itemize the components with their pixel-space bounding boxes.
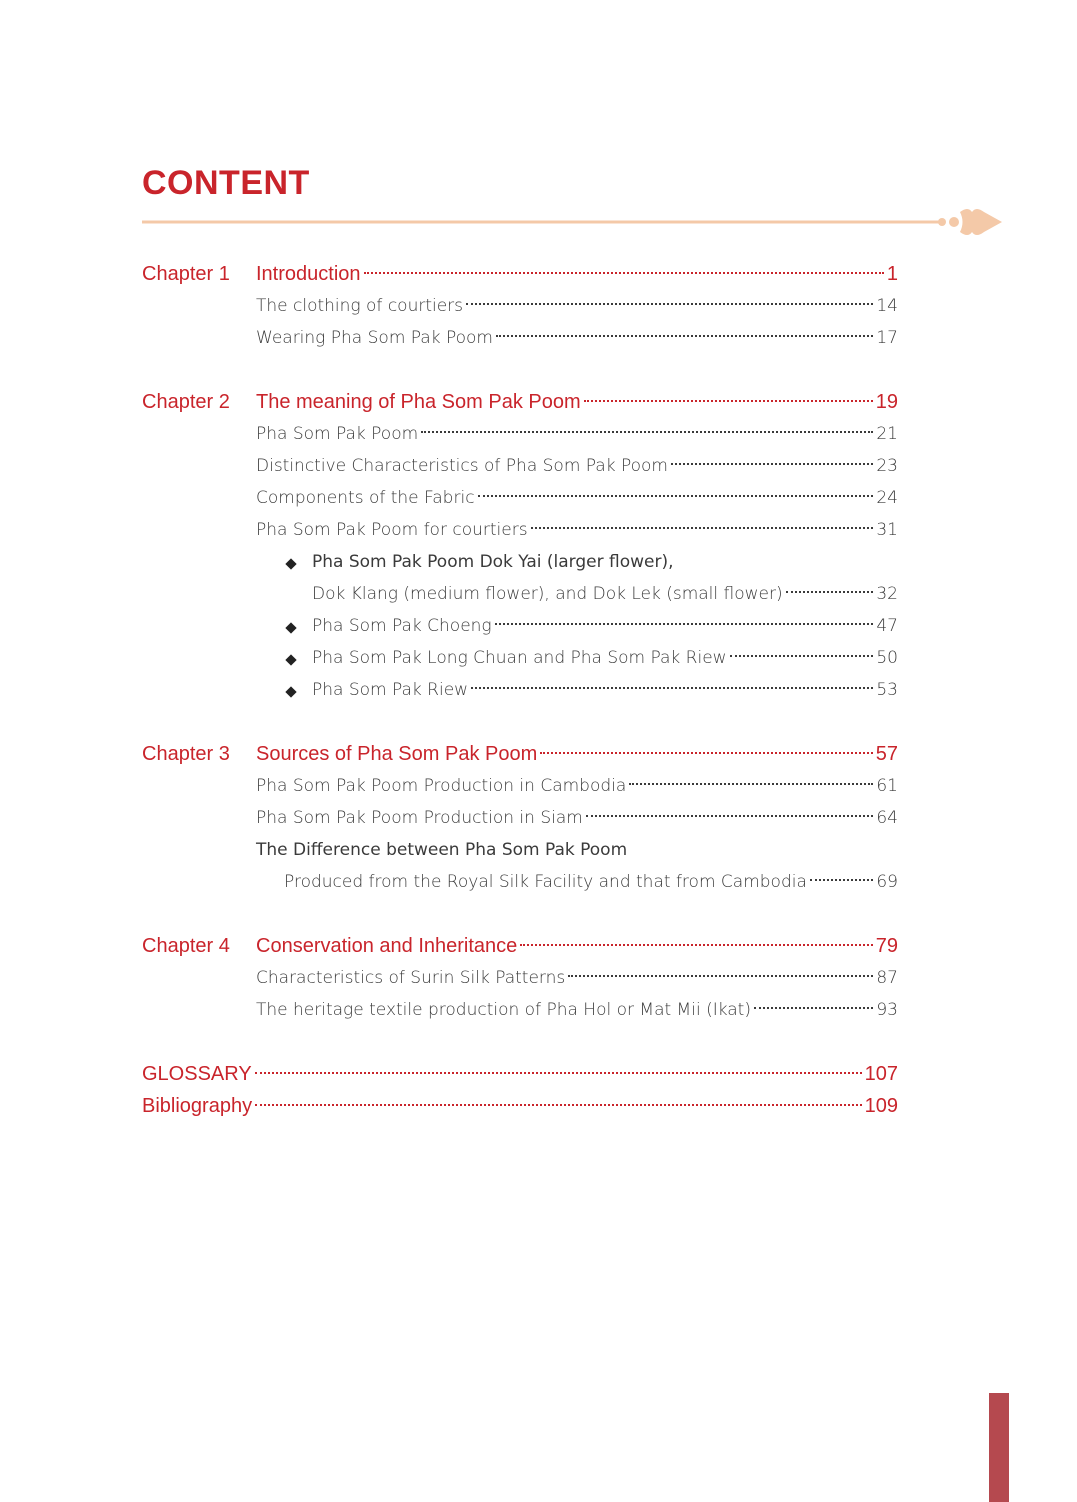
page-number: 17 xyxy=(876,328,898,348)
page-number: 47 xyxy=(876,616,898,636)
toc-entry[interactable] xyxy=(256,514,898,546)
page-number: 93 xyxy=(876,1000,898,1020)
toc-entry[interactable] xyxy=(256,482,898,514)
page-number: 53 xyxy=(876,680,898,700)
page-number: 64 xyxy=(876,808,898,828)
chapter-title: Introduction xyxy=(256,263,361,285)
page-number: 19 xyxy=(875,391,898,413)
toc-entry[interactable] xyxy=(256,802,898,834)
toc-entry[interactable] xyxy=(256,450,898,482)
chapter-title: The meaning of Pha Som Pak Poom xyxy=(256,391,581,413)
toc-entry[interactable] xyxy=(312,578,898,610)
title-divider xyxy=(142,200,1002,244)
page-number: 79 xyxy=(875,935,898,957)
dot-leader xyxy=(466,303,873,305)
entry-title: Dok Klang (medium flower), and Dok Lek (small flower) xyxy=(312,584,783,604)
dot-leader xyxy=(255,1072,862,1074)
diamond-bullet-icon xyxy=(285,686,296,697)
entry-title: Distinctive Characteristics of Pha Som Pak Poom xyxy=(256,456,668,476)
page-number: 69 xyxy=(876,872,898,892)
entry-title-line: The Difference between Pha Som Pak Poom xyxy=(256,840,628,860)
toc-chapter-entry[interactable] xyxy=(256,930,898,962)
dot-leader xyxy=(496,335,873,337)
dot-leader xyxy=(754,1007,873,1009)
toc-entry[interactable] xyxy=(312,610,898,642)
page-number: 23 xyxy=(876,456,898,476)
diamond-bullet-icon xyxy=(285,622,296,633)
page-number: 24 xyxy=(876,488,898,508)
page-number: 50 xyxy=(876,648,898,668)
page-number: 109 xyxy=(864,1095,898,1117)
dot-leader xyxy=(810,879,873,881)
page-number: 31 xyxy=(876,520,898,540)
dot-leader xyxy=(786,591,874,593)
toc-entry[interactable] xyxy=(256,770,898,802)
chapter-title: Conservation and Inheritance xyxy=(256,935,518,957)
toc-entry[interactable] xyxy=(256,962,898,994)
dot-leader xyxy=(586,815,874,817)
entry-title-line: Pha Som Pak Poom Dok Yai (larger flower), xyxy=(312,552,674,572)
toc-glossary-entry[interactable] xyxy=(142,1058,898,1090)
entry-title: The clothing of courtiers xyxy=(256,296,464,316)
toc-entry[interactable] xyxy=(256,994,898,1026)
toc-entry[interactable] xyxy=(284,866,898,898)
toc-entry[interactable] xyxy=(256,322,898,354)
entry-title: Pha Som Pak Poom Production in Siam xyxy=(256,808,583,828)
page-number: 1 xyxy=(886,263,898,285)
chapter-label: Chapter 4 xyxy=(142,935,230,957)
entry-title: Produced from the Royal Silk Facility and that from Cambodia xyxy=(284,872,807,892)
page-number: 107 xyxy=(864,1063,898,1085)
dot-leader xyxy=(255,1104,862,1106)
page-number: 32 xyxy=(876,584,898,604)
entry-title: Bibliography xyxy=(142,1095,253,1117)
diamond-bullet-icon xyxy=(285,654,296,665)
dot-leader xyxy=(540,752,873,754)
toc-entry[interactable] xyxy=(312,642,898,674)
diamond-bullet-icon xyxy=(285,558,296,569)
entry-title: Characteristics of Surin Silk Patterns xyxy=(256,968,566,988)
page-title: CONTENT xyxy=(142,164,310,202)
dot-leader xyxy=(478,495,874,497)
page-number: 61 xyxy=(876,776,898,796)
dot-leader xyxy=(421,431,873,433)
toc-entry[interactable] xyxy=(256,418,898,450)
toc-chapter-entry[interactable] xyxy=(256,258,898,290)
entry-title: GLOSSARY xyxy=(142,1063,252,1085)
toc-chapter-entry[interactable] xyxy=(256,386,898,418)
dot-leader xyxy=(364,272,884,274)
entry-title: The heritage textile production of Pha Hol or Mat Mii (Ikat) xyxy=(256,1000,751,1020)
entry-title: Pha Som Pak Poom Production in Cambodia xyxy=(256,776,627,796)
toc-entry[interactable] xyxy=(312,674,898,706)
page-number: 21 xyxy=(876,424,898,444)
page-edge-tab xyxy=(989,1393,1009,1502)
dot-leader xyxy=(730,655,874,657)
dot-leader xyxy=(520,944,872,946)
entry-title: Pha Som Pak Poom for courtiers xyxy=(256,520,528,540)
ornamental-arrow-icon xyxy=(938,209,1002,235)
dot-leader xyxy=(629,783,873,785)
chapter-label: Chapter 1 xyxy=(142,263,230,285)
page-number: 57 xyxy=(875,743,898,765)
page-number: 87 xyxy=(876,968,898,988)
entry-title: Wearing Pha Som Pak Poom xyxy=(256,328,493,348)
dot-leader xyxy=(671,463,873,465)
entry-title: Pha Som Pak Choeng xyxy=(312,616,492,636)
entry-title: Pha Som Pak Long Chuan and Pha Som Pak Riew xyxy=(312,648,727,668)
entry-title: Components of the Fabric xyxy=(256,488,475,508)
entry-title: Pha Som Pak Riew xyxy=(312,680,469,700)
chapter-label: Chapter 2 xyxy=(142,391,230,413)
dot-leader xyxy=(568,975,873,977)
dot-leader xyxy=(471,687,873,689)
dot-leader xyxy=(584,400,873,402)
toc-bibliography-entry[interactable] xyxy=(142,1090,898,1122)
dot-leader xyxy=(495,623,874,625)
toc-chapter-entry[interactable] xyxy=(256,738,898,770)
chapter-label: Chapter 3 xyxy=(142,743,230,765)
toc-entry[interactable] xyxy=(256,290,898,322)
entry-title: Pha Som Pak Poom xyxy=(256,424,419,444)
dot-leader xyxy=(531,527,874,529)
chapter-title: Sources of Pha Som Pak Poom xyxy=(256,743,538,765)
page-number: 14 xyxy=(876,296,898,316)
